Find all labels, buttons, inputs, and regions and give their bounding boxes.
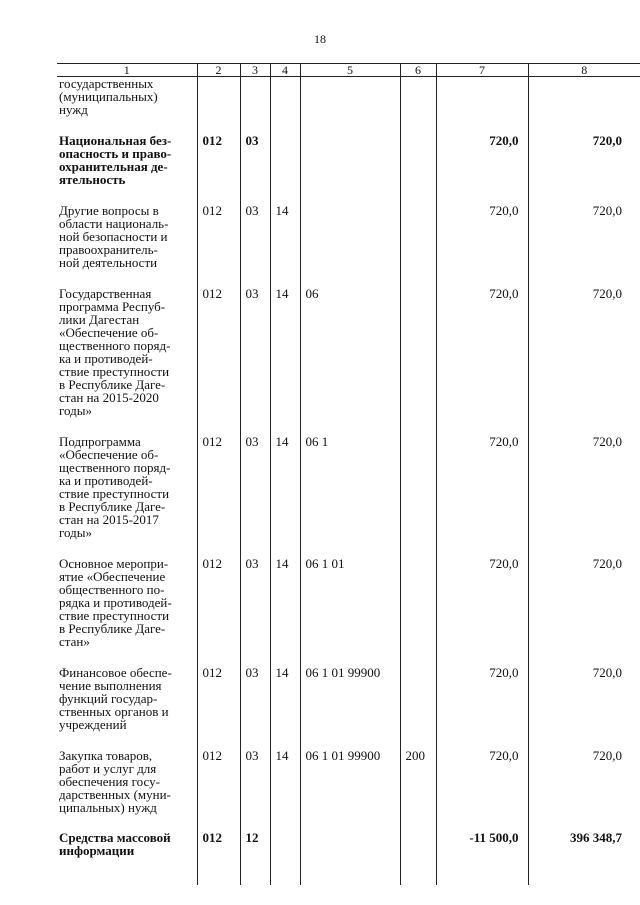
description-line: стан на 2015-2017 [59,512,159,527]
table-row [57,77,640,117]
col5-target: 06 1 01 99900 [300,648,400,731]
col6-type [400,186,436,269]
table-row [57,814,640,885]
page-number: 18 [314,32,326,46]
row-description [57,186,197,269]
description-line: стан на 2015-2020 [59,390,159,405]
col7-amount: 720,0 [436,186,528,269]
col8-amount: 720,0 [528,186,640,269]
col2-code: 012 [197,731,240,814]
description-line: функций государ- [59,691,158,706]
table-row [57,648,640,731]
description-line: в Республике Даге- [59,377,166,392]
description-line: ствие преступности [59,608,170,623]
col-header-8: 8 [528,64,640,77]
col7-amount: 720,0 [436,417,528,539]
col-header-4: 4 [270,64,300,77]
col5-target [300,77,400,117]
col8-amount [528,77,640,117]
col3-section [240,77,270,117]
col2-code [197,77,240,117]
row-description [57,648,197,731]
header-row [57,64,640,77]
col7-amount: 720,0 [436,648,528,731]
row-description [57,814,197,885]
description-line: нужд [59,102,88,117]
table-body [57,77,640,886]
col4-subsection: 14 [270,731,300,814]
table-row [57,186,640,269]
col4-subsection: 14 [270,269,300,417]
col3-section: 03 [240,116,270,186]
description-line: чение выполнения [59,678,162,693]
table-row [57,116,640,186]
col6-type [400,814,436,885]
description-line: годы» [59,525,92,540]
table-row [57,731,640,814]
col7-amount: -11 500,0 [436,814,528,885]
col7-amount [436,77,528,117]
description-line: ствие преступности [59,364,170,379]
table-row [57,539,640,648]
col3-section: 03 [240,186,270,269]
description-line: ятие «Обеспечение [59,569,166,584]
table-row [57,269,640,417]
col6-type [400,269,436,417]
description-line: «Обеспечение об- [59,325,159,340]
col8-amount: 720,0 [528,731,640,814]
description-line: (муниципальных) [59,89,158,104]
description-line: щественного поряд- [59,460,171,475]
description-line: государственных [59,76,154,91]
col7-amount: 720,0 [436,731,528,814]
description-line: лики Дагестан [59,312,140,327]
col8-amount: 720,0 [528,116,640,186]
description-line: ствие преступности [59,486,170,501]
description-line: Государственная [59,286,152,301]
col8-amount: 720,0 [528,417,640,539]
table-header [57,64,640,77]
col5-target [300,116,400,186]
description-line: ка и противодей- [59,473,153,488]
description-line: щественного поряд- [59,338,171,353]
col5-target: 06 1 01 99900 [300,731,400,814]
col2-code: 012 [197,269,240,417]
col4-subsection: 14 [270,186,300,269]
description-line: Финансовое обеспе- [59,665,172,680]
col7-amount: 720,0 [436,539,528,648]
description-line: «Обеспечение об- [59,447,159,462]
col8-amount: 720,0 [528,269,640,417]
description-line: дарственных (муни- [59,787,171,802]
col6-type [400,417,436,539]
description-line: области националь- [59,216,169,231]
col8-amount: 720,0 [528,648,640,731]
description-line: правоохранитель- [59,242,158,257]
description-line: Закупка товаров, [59,748,153,763]
row-description [57,417,197,539]
col-header-6: 6 [400,64,436,77]
description-line: ятельность [59,172,126,187]
description-line: Национальная без- [59,133,172,148]
col3-section: 12 [240,814,270,885]
col4-subsection: 14 [270,539,300,648]
col7-amount: 720,0 [436,116,528,186]
col4-subsection [270,116,300,186]
description-line: ственных органов и [59,704,169,719]
col2-code: 012 [197,116,240,186]
col4-subsection: 14 [270,417,300,539]
row-description [57,116,197,186]
description-line: ной безопасности и [59,229,168,244]
col6-type [400,77,436,117]
description-line: Средства массовой [59,830,171,845]
col-header-5: 5 [300,64,400,77]
description-line: Основное меропри- [59,556,169,571]
col6-type [400,116,436,186]
description-line: годы» [59,403,92,418]
col3-section: 03 [240,417,270,539]
col3-section: 03 [240,269,270,417]
row-description [57,539,197,648]
description-line: работ и услуг для [59,761,157,776]
col5-target: 06 1 01 [300,539,400,648]
description-line: ципальных) нужд [59,800,157,815]
description-line: информации [59,843,135,858]
description-line: программа Респуб- [59,299,166,314]
description-line: в Республике Даге- [59,621,166,636]
col5-target: 06 1 [300,417,400,539]
col4-subsection [270,814,300,885]
col2-code: 012 [197,186,240,269]
description-line: ка и противодей- [59,351,153,366]
col-header-3: 3 [240,64,270,77]
col7-amount: 720,0 [436,269,528,417]
description-line: обеспечения госу- [59,774,160,789]
description-line: Другие вопросы в [59,203,159,218]
col8-amount: 720,0 [528,539,640,648]
table-row [57,417,640,539]
description-line: опасность и право- [59,146,172,161]
row-description [57,269,197,417]
col4-subsection [270,77,300,117]
col2-code: 012 [197,814,240,885]
description-line: общественного по- [59,582,165,597]
col5-target [300,814,400,885]
col5-target: 06 [300,269,400,417]
row-description [57,77,197,117]
col5-target [300,186,400,269]
col2-code: 012 [197,648,240,731]
col3-section: 03 [240,539,270,648]
col6-type: 200 [400,731,436,814]
description-line: стан» [59,634,90,649]
col-header-1: 1 [57,64,197,77]
description-line: Подпрограмма [59,434,141,449]
col6-type [400,539,436,648]
description-line: учреждений [59,717,127,732]
col3-section: 03 [240,648,270,731]
row-description [57,731,197,814]
col2-code: 012 [197,417,240,539]
col3-section: 03 [240,731,270,814]
col-header-7: 7 [436,64,528,77]
col6-type [400,648,436,731]
description-line: рядка и противодей- [59,595,172,610]
col4-subsection: 14 [270,648,300,731]
description-line: в Республике Даге- [59,499,166,514]
col-header-2: 2 [197,64,240,77]
col2-code: 012 [197,539,240,648]
description-line: ной деятельности [59,255,158,270]
description-line: охранительная де- [59,159,168,174]
col8-amount: 396 348,7 [528,814,640,885]
budget-table [57,63,640,885]
